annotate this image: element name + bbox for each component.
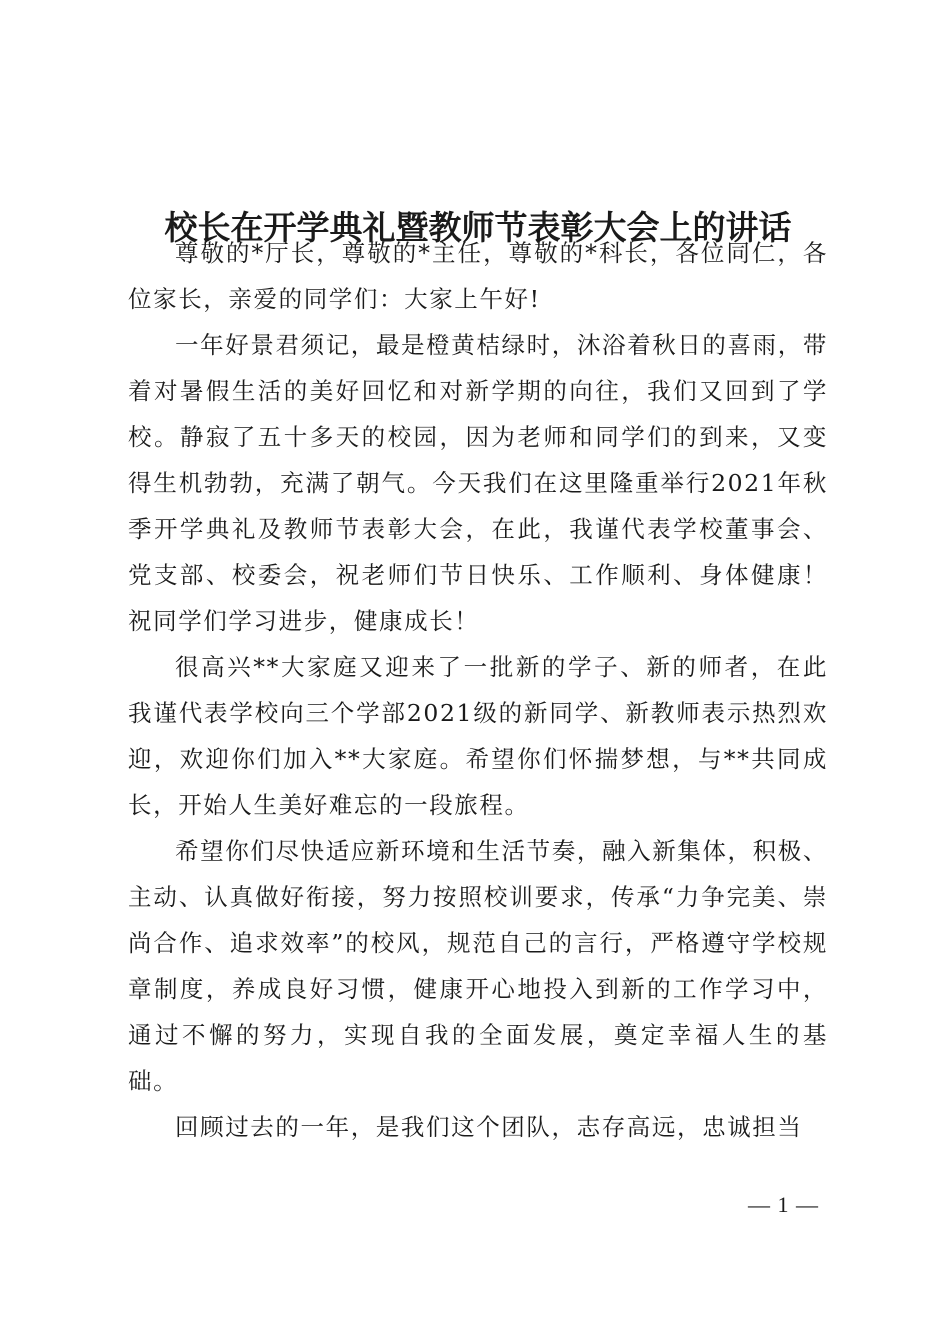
paragraph-review: 回顾过去的一年，是我们这个团队，志存高远，忠诚担当 [175,1113,803,1141]
document-body [128,230,828,1150]
paragraph-opening: 一年好景君须记，最是橙黄桔绿时，沐浴着秋日的喜雨，带着对暑假生活的美好回忆和对新学期的向往，我们又回到了学校。静寂了五十多天的校园，因为老师和同学们的到来，又变得生机勃勃，充满了朝气。今天我们在这里隆重举行2021年秋季开学典礼及教师节表彰大会，在此，我谨代表学校董事会、党支部、校委会，祝老师们节日快乐、工作顺利、身体健康！祝同学们学习进步，健康成长！ [128,331,828,635]
paragraph-expectations: 希望你们尽快适应新环境和生活节奏，融入新集体，积极、主动、认真做好衔接，努力按照校训要求，传承“力争完美、崇尚合作、追求效率”的校风，规范自己的言行，严格遵守学校规章制度，养成良好习惯，健康开心地投入到新的工作学习中，通过不懈的努力，实现自我的全面发展，奠定幸福人生的基础。 [128,837,828,1095]
page-number: — 1 — [748,1192,819,1217]
paragraph-welcome: 很高兴**大家庭又迎来了一批新的学子、新的师者，在此我谨代表学校向三个学部2021级的新同学、新教师表示热烈欢迎，欢迎你们加入**大家庭。希望你们怀揣梦想，与**共同成长，开始人生美好难忘的一段旅程。 [128,653,828,819]
paragraph-greeting: 尊敬的*厅长，尊敬的*主任，尊敬的*科长，各位同仁，各位家长，亲爱的同学们：大家上午好! [128,239,828,313]
document-title: 校长在开学典礼暨教师节表彰大会上的讲话 [164,208,792,248]
